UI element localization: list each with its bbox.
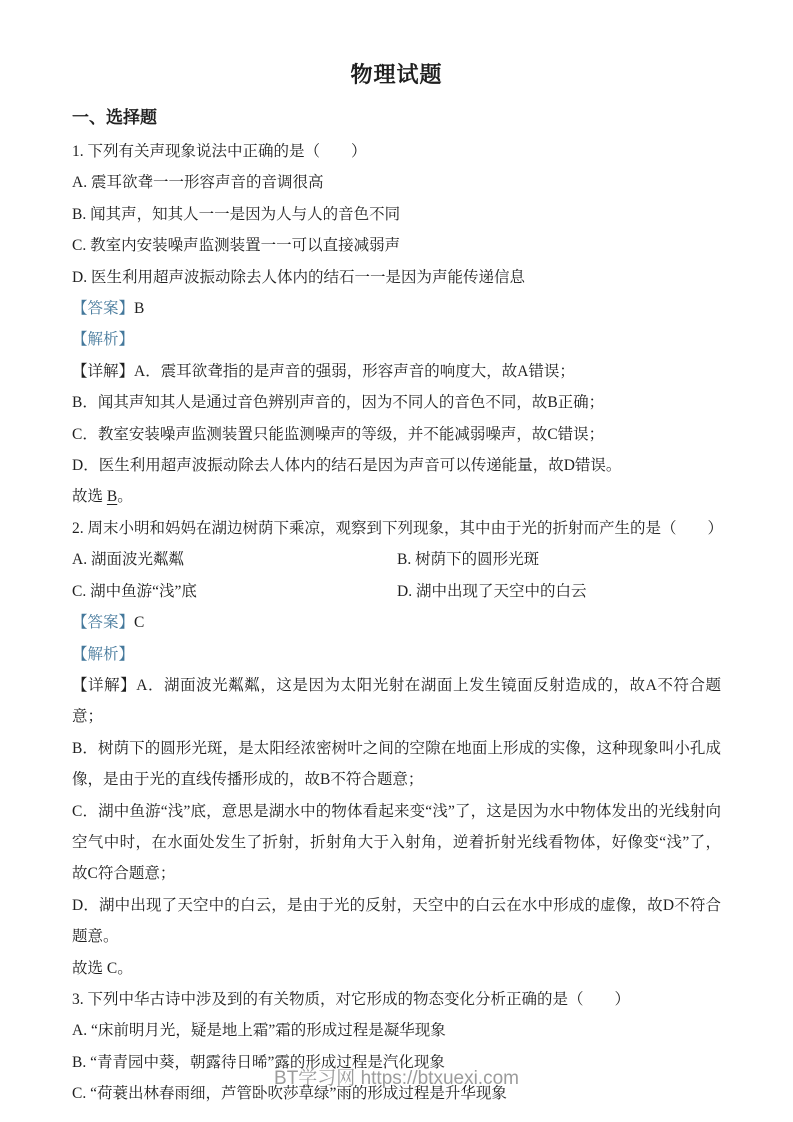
q2-analysis-line [72, 639, 721, 670]
q2-option-d: D. 湖中出现了天空中的白云 [397, 582, 587, 600]
q2-option-c: C. 湖中鱼游“浅”底 [72, 582, 197, 600]
q2-detail-c: C．湖中鱼游“浅”底，意思是湖水中的物体看起来变“浅”了，这是因为水中物体发出的光线射向空气中时，在水面处发生了折射，折射角大于入射角，逆着折射光线看物体，好像变“浅”了，故C符合题意； [72, 802, 721, 883]
answer-label: 【答案】 [72, 614, 135, 632]
q3-option-c: C. “荷蓑出林春雨细，芦管卧吹莎草绿”雨的形成过程是升华现象 [72, 1085, 507, 1103]
footer-watermark: BT学习网 https://btxuexi.com [274, 1068, 519, 1089]
q2-option-row-2 [72, 576, 721, 607]
q2-conclusion [72, 953, 721, 984]
q2-detail-d: D．湖中出现了天空中的白云，是由于光的反射，天空中的白云在水中形成的虚像，故D不符合题意。 [72, 896, 721, 946]
q2-answer-value: C [134, 614, 145, 632]
q1-detail-a: 【详解】A．震耳欲聋指的是声音的强弱，形容声音的响度大，故A错误； [72, 362, 575, 380]
answer-label: 【答案】 [72, 300, 135, 318]
q1-option-b: B. 闻其声，知其人一一是因为人与人的音色不同 [72, 205, 401, 223]
q1-detail-d: D．医生利用超声波振动除去人体内的结石是因为声音可以传递能量，故D错误。 [72, 457, 622, 475]
analysis-label: 【解析】 [72, 331, 135, 349]
q2-detail-b: B．树荫下的圆形光斑，是太阳经浓密树叶之间的空隙在地面上形成的实像，这种现象叫小孔成像，是由于光的直线传播形成的，故B不符合题意； [72, 739, 721, 789]
document-body [72, 136, 724, 1110]
q2-option-a: A. 湖面波光粼粼 [72, 551, 184, 569]
q1-stem: 1. 下列有关声现象说法中正确的是（ ） [72, 143, 367, 160]
q1-conclusion-prefix: 故选 [72, 488, 107, 506]
q2-detail-a: 【详解】A．湖面波光粼粼，这是因为太阳光射在湖面上发生镜面反射造成的，故A不符合题意； [72, 676, 721, 726]
q2-option-b: B. 树荫下的圆形光斑 [397, 551, 540, 569]
q2-conclusion-prefix: 故选 [72, 959, 107, 977]
q1-answer-value: B [134, 300, 145, 318]
q1-analysis-line [72, 324, 721, 355]
q2-stem: 2. 周末小明和妈妈在湖边树荫下乘凉，观察到下列现象，其中由于光的折射而产生的是（ ） [72, 519, 724, 537]
q1-conclusion-letter: B [106, 488, 118, 506]
q2-conclusion-letter: C [106, 959, 118, 977]
q1-conclusion-suffix: 。 [117, 488, 133, 506]
analysis-label: 【解析】 [72, 645, 135, 663]
q3-option-b: B. “青青园中葵，朝露待日晞”露的形成过程是汽化现象 [72, 1053, 445, 1071]
q2-option-row-1 [72, 544, 721, 575]
section-heading: 一、选择题 [72, 108, 157, 127]
q1-option-c: C. 教室内安装噪声监测装置一一可以直接减弱声 [72, 237, 401, 255]
q1-option-d: D. 医生利用超声波振动除去人体内的结石一一是因为声能传递信息 [72, 268, 525, 286]
q1-option-a: A. 震耳欲聋一一形容声音的音调很高 [72, 174, 324, 192]
q3-stem: 3. 下列中华古诗中涉及到的有关物质，对它形成的物态变化分析正确的是（ ） [72, 990, 631, 1008]
q1-detail-b: B．闻其声知其人是通过音色辨别声音的，因为不同人的音色不同，故B正确； [72, 394, 605, 412]
q1-conclusion [72, 481, 721, 512]
page-title: 物理试题 [350, 62, 443, 87]
q2-conclusion-suffix: 。 [117, 959, 133, 977]
q1-detail-c: C．教室安装噪声监测装置只能监测噪声的等级，并不能减弱噪声，故C错误； [72, 425, 605, 443]
q3-option-a: A. “床前明月光，疑是地上霜”霜的形成过程是凝华现象 [72, 1022, 446, 1040]
q1-answer-line [72, 293, 721, 324]
q2-answer-line [72, 607, 721, 638]
